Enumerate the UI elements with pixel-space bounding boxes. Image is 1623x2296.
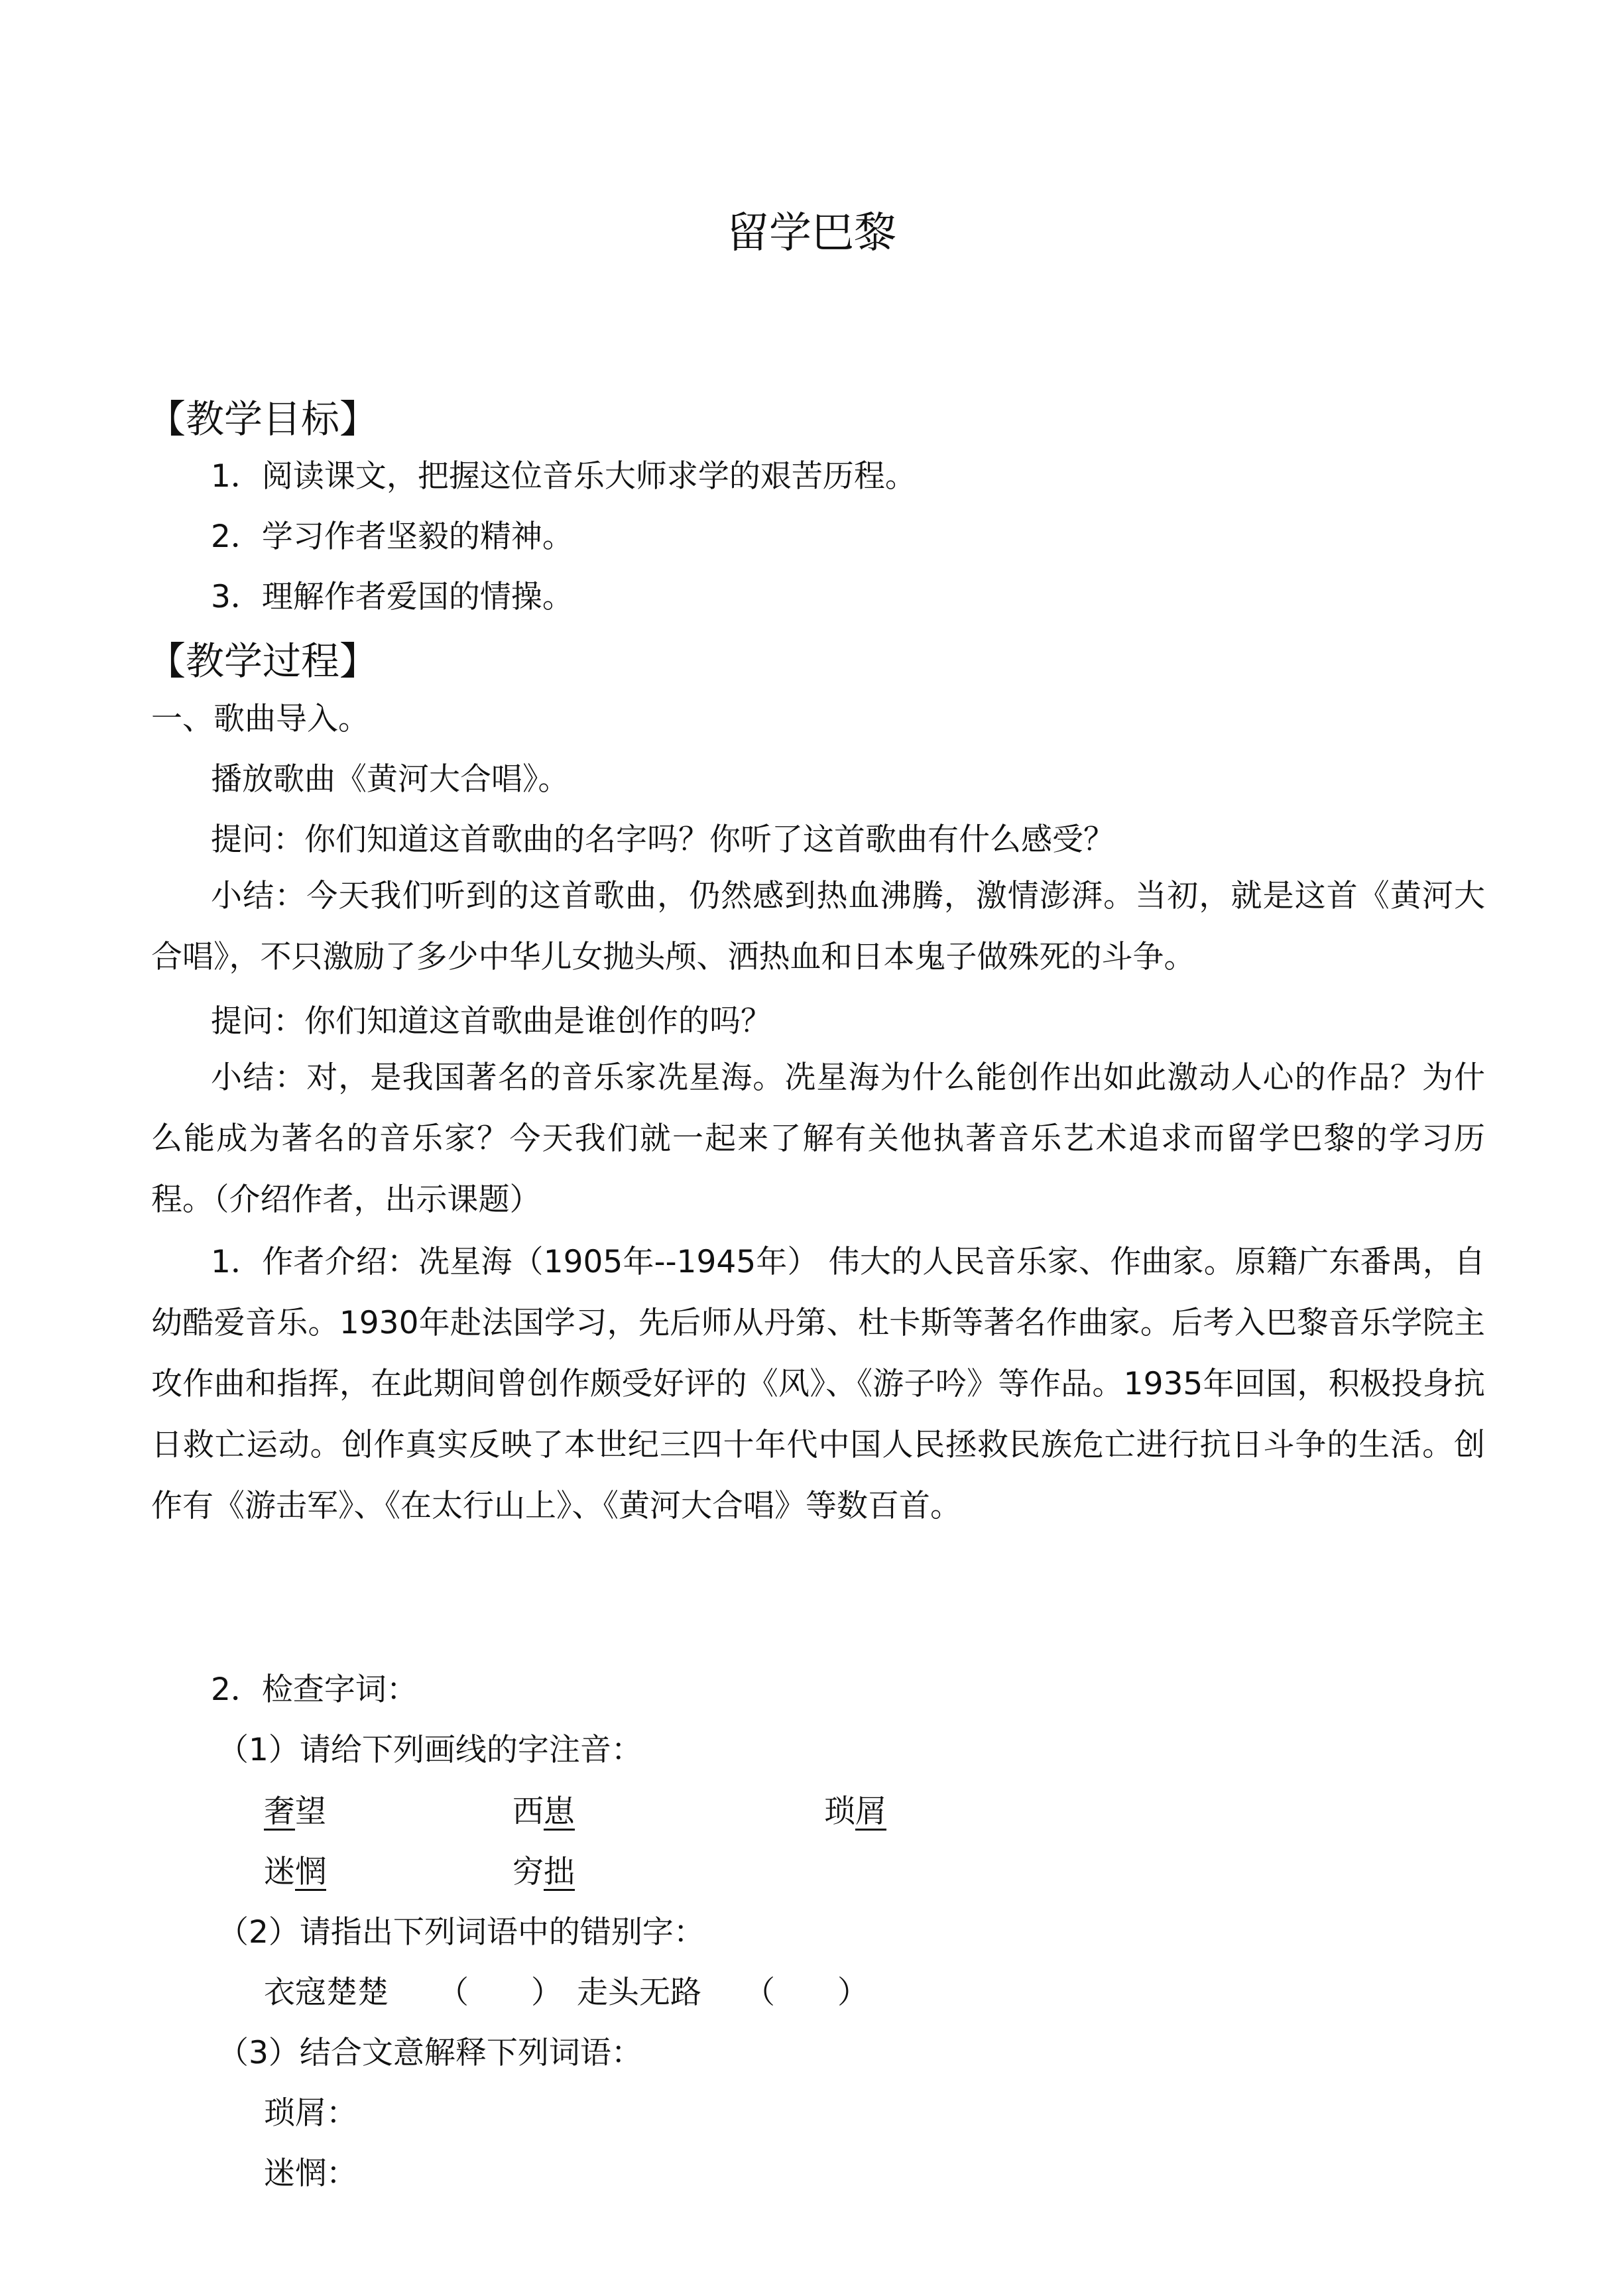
- objective-item-1: 1．阅读课文，把握这位音乐大师求学的艰苦历程。: [211, 458, 916, 495]
- exercise-1-label: （1）请给下列画线的字注音：: [217, 1732, 642, 1768]
- summary-2: 小结：对，是我国著名的音乐家冼星海。冼星海为什么能创作出如此激动人心的作品？为什么能成为著名的音乐家？今天我们就一起来了解有关他执著音乐艺术追求而留学巴黎的学习历程。（介绍作者，出示课题）: [151, 1059, 1485, 1218]
- word-suo-xie: 琐屑: [824, 1793, 886, 1830]
- word-qiong-zhuo: 穷拙: [512, 1854, 575, 1890]
- exercise-2-label: （2）请指出下列词语中的错别字：: [217, 1914, 705, 1951]
- word-xi-zai: 西崽: [512, 1793, 575, 1830]
- exercise-2-word-1: 衣寇楚楚: [264, 1974, 389, 2011]
- answer-blank-1: （ ）: [438, 1974, 562, 2011]
- answer-blank-2: （ ）: [744, 1974, 869, 2011]
- objectives-heading: 【教学目标】: [147, 396, 379, 442]
- underlined-char: 拙: [544, 1854, 575, 1890]
- exercise-2-word-2: 走头无路: [577, 1974, 701, 2011]
- process-heading: 【教学过程】: [147, 638, 379, 684]
- page-title: 留学巴黎: [727, 209, 896, 258]
- play-song-line: 播放歌曲《黄河大合唱》。: [211, 761, 570, 798]
- underlined-char: 奢: [264, 1793, 295, 1830]
- objective-item-2: 2．学习作者坚毅的精神。: [211, 518, 573, 555]
- exercise-3-word-1: 琐屑：: [264, 2095, 357, 2132]
- part-1-heading: 一、歌曲导入。: [151, 701, 369, 737]
- author-introduction: 1．作者介绍：冼星海（1905年--1945年） 伟大的人民音乐家、作曲家。原籍广东番禺，自幼酷爱音乐。1930年赴法国学习，先后师从丹第、杜卡斯等著名作曲家。后考入巴黎音乐学院主攻作曲和指挥，在此期间曾创作颇受好评的《风》、《游子吟》等作品。1935年回国，积极投身抗日救亡运动。创作真实反映了本世纪三四十年代中国人民拯救民族危亡进行抗日斗争的生活。创作有《游击军》、《在太行山上》、《黄河大合唱》等数百首。: [151, 1244, 1485, 1524]
- underlined-char: 崽: [544, 1793, 575, 1830]
- underlined-char: 惘: [295, 1854, 326, 1890]
- exercise-3-label: （3）结合文意解释下列词语：: [217, 2035, 642, 2071]
- question-2: 提问：你们知道这首歌曲是谁创作的吗？: [211, 1003, 772, 1040]
- exercise-3-word-2: 迷惘：: [264, 2155, 357, 2192]
- vocab-check-heading: 2．检查字词：: [211, 1671, 418, 1708]
- objective-item-3: 3．理解作者爱国的情操。: [211, 579, 573, 615]
- underlined-char: 屑: [855, 1793, 886, 1830]
- word-mi-wang: 迷惘: [264, 1854, 326, 1890]
- word-she-wang: 奢望: [264, 1793, 326, 1830]
- summary-1: 小结：今天我们听到的这首歌曲，仍然感到热血沸腾，激情澎湃。当初，就是这首《黄河大合唱》，不只激励了多少中华儿女抛头颅、洒热血和日本鬼子做殊死的斗争。: [151, 878, 1485, 975]
- question-1: 提问：你们知道这首歌曲的名字吗？你听了这首歌曲有什么感受？: [211, 821, 1114, 858]
